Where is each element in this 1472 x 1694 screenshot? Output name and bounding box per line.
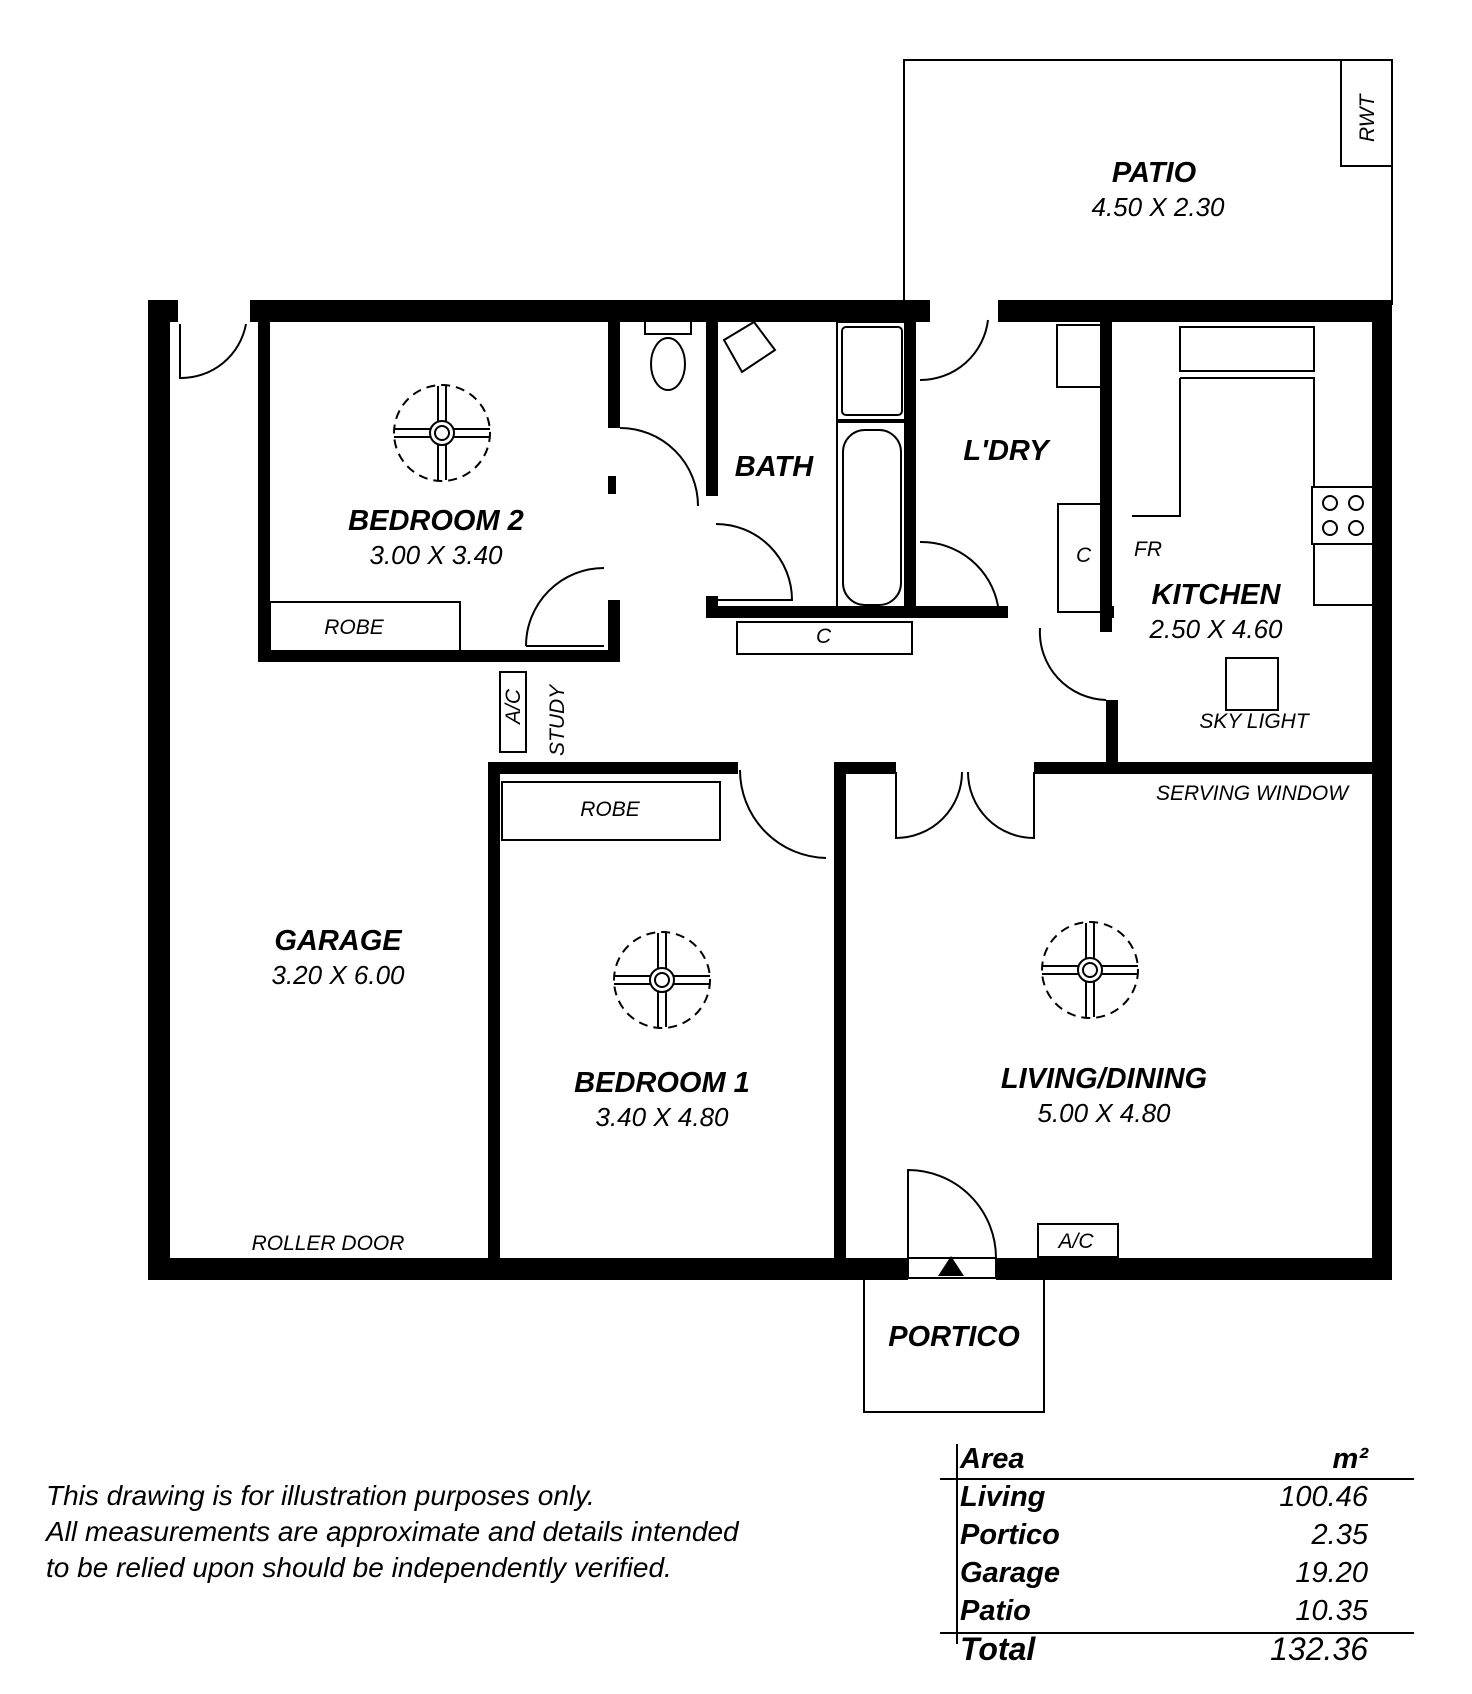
area-table-row <box>940 1516 1414 1554</box>
toilet-bowl <box>651 338 685 390</box>
door-wc-swing <box>620 428 698 506</box>
ceiling-fan-icon <box>1042 922 1138 1018</box>
room-living-dims: 5.00 X 4.80 <box>1037 1098 1171 1128</box>
area-table <box>940 1440 1414 1668</box>
area-row-label: Patio <box>960 1595 1031 1627</box>
room-living-name: LIVING/DINING <box>1000 1063 1208 1095</box>
label-skylight: SKY LIGHT <box>1199 710 1309 733</box>
area-table-row <box>940 1554 1414 1592</box>
disclaimer-line: This drawing is for illustration purposes only. <box>46 1480 595 1511</box>
area-row-label: Portico <box>960 1519 1060 1551</box>
disclaimer-line: All measurements are approximate and details intended <box>46 1516 739 1547</box>
door-bed1-swing <box>740 770 826 858</box>
door-living-right <box>968 772 1034 838</box>
label-cupboard-hall: C <box>816 625 832 648</box>
room-bath-name: BATH <box>734 451 814 483</box>
corner-basin <box>724 322 775 372</box>
room-bedroom2-name: BEDROOM 2 <box>348 505 524 537</box>
room-laundry-name: L'DRY <box>963 435 1049 467</box>
area-header-label: Area <box>960 1443 1025 1475</box>
toilet-cistern <box>645 320 691 334</box>
door-laundry-top <box>920 320 988 380</box>
disclaimer <box>46 1478 866 1586</box>
label-rwt: RWT <box>1356 94 1379 142</box>
cooktop <box>1312 487 1374 544</box>
label-study: STUDY <box>546 684 569 756</box>
area-row-value: 100.46 <box>1279 1481 1368 1513</box>
skylight <box>1226 658 1278 710</box>
door-living-left <box>896 772 962 838</box>
bathtub <box>837 422 907 612</box>
kitchen-bench <box>1132 378 1374 605</box>
door-kitchen-swing <box>1040 628 1106 700</box>
room-bedroom1-name: BEDROOM 1 <box>574 1067 750 1099</box>
area-total-label: Total <box>960 1631 1036 1667</box>
bathtub-basin <box>843 430 901 605</box>
label-roller-door: ROLLER DOOR <box>251 1232 405 1255</box>
vanity-basin <box>842 327 902 415</box>
area-row-value: 2.35 <box>1311 1519 1368 1551</box>
area-header-unit: m² <box>1332 1443 1368 1475</box>
area-total-value: 132.36 <box>1270 1631 1368 1667</box>
door-entry-swing <box>908 1170 996 1258</box>
door-garage-swing <box>180 324 246 378</box>
ceiling-fan-icon <box>614 932 710 1028</box>
room-bedroom2-dims: 3.00 X 3.40 <box>369 540 503 570</box>
door-laundry-bottom <box>920 542 998 606</box>
area-row-label: Living <box>960 1481 1046 1513</box>
area-row-value: 10.35 <box>1295 1595 1368 1627</box>
kitchen-sink <box>1180 327 1314 371</box>
area-row-label: Garage <box>960 1557 1060 1589</box>
label-serving-window: SERVING WINDOW <box>1155 782 1349 805</box>
door-bed2-swing <box>526 568 604 646</box>
room-kitchen-dims: 2.50 X 4.60 <box>1149 614 1283 644</box>
label-ac-study: A/C <box>502 688 525 724</box>
room-patio-dims: 4.50 X 2.30 <box>1091 192 1225 222</box>
label-fridge: FR <box>1134 538 1162 561</box>
label-robe-bedroom-1: ROBE <box>580 798 640 821</box>
room-garage-dims: 3.20 X 6.00 <box>271 960 405 990</box>
area-table-row <box>940 1478 1414 1516</box>
label-robe-bedroom-2: ROBE <box>324 616 384 639</box>
room-patio-name: PATIO <box>1111 157 1197 189</box>
area-table-header <box>940 1440 1414 1478</box>
room-bedroom1-dims: 3.40 X 4.80 <box>595 1102 729 1132</box>
area-table-total <box>940 1630 1414 1668</box>
room-garage-name: GARAGE <box>274 925 402 957</box>
room-portico-name: PORTICO <box>888 1321 1020 1353</box>
label-ac-living: A/C <box>1058 1230 1094 1253</box>
area-table-row <box>940 1592 1414 1630</box>
disclaimer-line: to be relied upon should be independently verified. <box>46 1552 672 1583</box>
room-kitchen-name: KITCHEN <box>1151 579 1281 611</box>
area-row-value: 19.20 <box>1295 1557 1368 1589</box>
label-cupboard-laundry: C <box>1076 544 1092 567</box>
door-bath-swing <box>716 524 792 600</box>
ceiling-fan-icon <box>394 385 490 481</box>
vanity <box>837 322 907 420</box>
